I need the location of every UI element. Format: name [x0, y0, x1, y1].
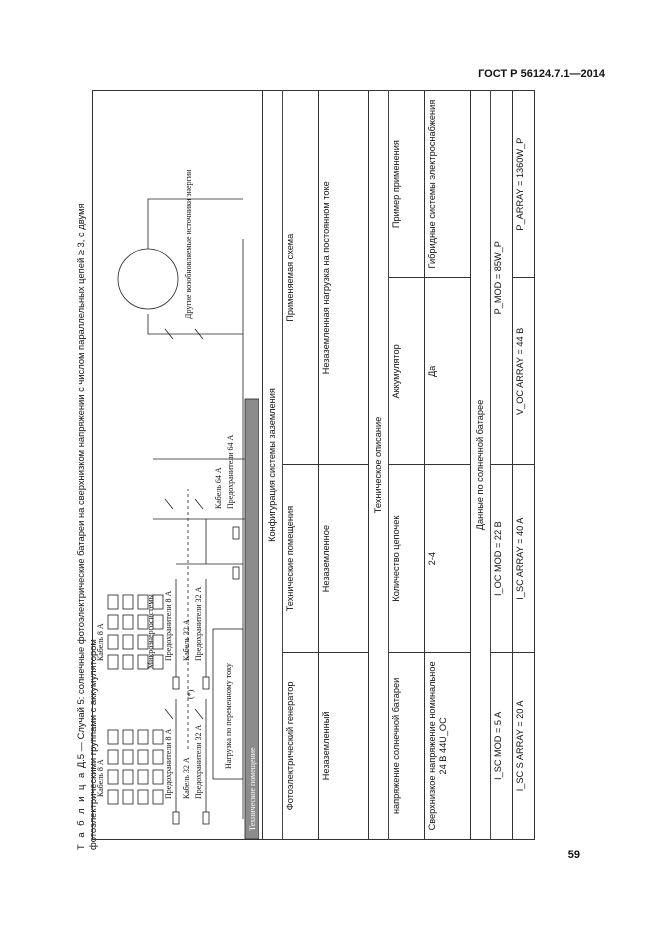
diagram-cell	[93, 91, 263, 840]
array-value-isc-array: I_SC ARRAY = 40 A	[513, 465, 535, 652]
label-tech-room: Техническое помещение	[248, 747, 257, 831]
grounding-title: Конфигурация системы заземления	[263, 91, 283, 840]
tech-value-voltage: Сверхнизкое напряжение номинальное 24 В 44U_OC	[425, 652, 471, 839]
grounding-value-scheme: Незаземленная нагрузка на постоянном токе	[319, 91, 369, 466]
tech-value-battery: Да	[425, 278, 471, 465]
label-dc-load: Нагрузка по переменному току	[224, 663, 233, 769]
label-cable-32a-1: Кабель 32 А	[182, 757, 191, 799]
standard-header: ГОСТ Р 56124.7.1—2014	[478, 68, 605, 80]
label-cable-8a-1: Кабель 8 А	[96, 759, 105, 797]
caption-text: Д.5 — Случай 5: солнечные фотоэлектрические батареи на сверхнизком напряжении с числом параллельных цепей ≥ 3, с двумя	[75, 203, 86, 769]
label-cable-32a-2: Кабель 32 А	[182, 619, 191, 661]
tech-title: Техническое описание	[369, 91, 389, 840]
tech-header-example: Пример применения	[389, 91, 425, 278]
array-value-isc-s-array: I_SC S ARRAY = 20 A	[513, 652, 535, 839]
label-fuses-64a: Предохранители 64 А	[226, 434, 235, 509]
label-fuses-8a-2: Предохранители 8 А	[164, 590, 173, 661]
label-star-note: (*)	[186, 689, 195, 699]
page-number: 59	[567, 849, 580, 861]
tech-value-strings: 2-4	[425, 465, 471, 652]
label-fuses-32a-1: Предохранители 32 А	[194, 724, 203, 799]
tech-value-example: Гибридные системы электроснабжения	[425, 91, 471, 278]
array-value-isc-mod: I_SC MOD = 5 A	[491, 652, 513, 839]
array-value-voc-array: V_OC ARRAY = 44 В	[513, 278, 535, 465]
grounding-header-scheme: Применяемая схема	[283, 91, 319, 466]
array-value-pmod: P_MOD = 85W_P	[491, 91, 513, 466]
label-cable-64a: Кабель 64 А	[214, 467, 223, 509]
label-fuses-8a-1: Предохранители 8 А	[164, 728, 173, 799]
tech-header-strings: Количество цепочек	[389, 465, 425, 652]
array-value-parray: P_ARRAY = 1360W_P	[513, 91, 535, 278]
label-cable-8a-2: Кабель 8 А	[96, 623, 105, 661]
array-title: Данные по солнечной батарее	[471, 91, 491, 840]
case5-table	[92, 90, 535, 840]
caption-line-2: фотоэлектрическими группами с аккумулятором	[87, 639, 98, 850]
tech-header-battery: Аккумулятор	[389, 278, 425, 465]
rotated-table	[92, 90, 525, 840]
grounding-value-generator: Незаземленный	[319, 652, 369, 839]
grounding-header-rooms: Технические помещения	[283, 465, 319, 652]
grounding-value-rooms: Незаземленное	[319, 465, 369, 652]
caption-prefix: Т а б л и ц а	[75, 770, 86, 850]
label-micro-systems: Микроэнергосистемы	[146, 594, 155, 669]
array-value-ioc-mod: I_OC MOD = 22 В	[491, 465, 513, 652]
circuit-diagram	[93, 89, 259, 839]
label-other-sources: Другие возобновляемые источники энергии	[184, 169, 193, 319]
grounding-header-generator: Фотоэлектрический генератор	[283, 652, 319, 839]
label-fuses-32a-2: Предохранители 32 А	[194, 586, 203, 661]
caption-line-1	[75, 90, 87, 850]
tech-header-voltage: напряжение солнечной батареи	[389, 652, 425, 839]
